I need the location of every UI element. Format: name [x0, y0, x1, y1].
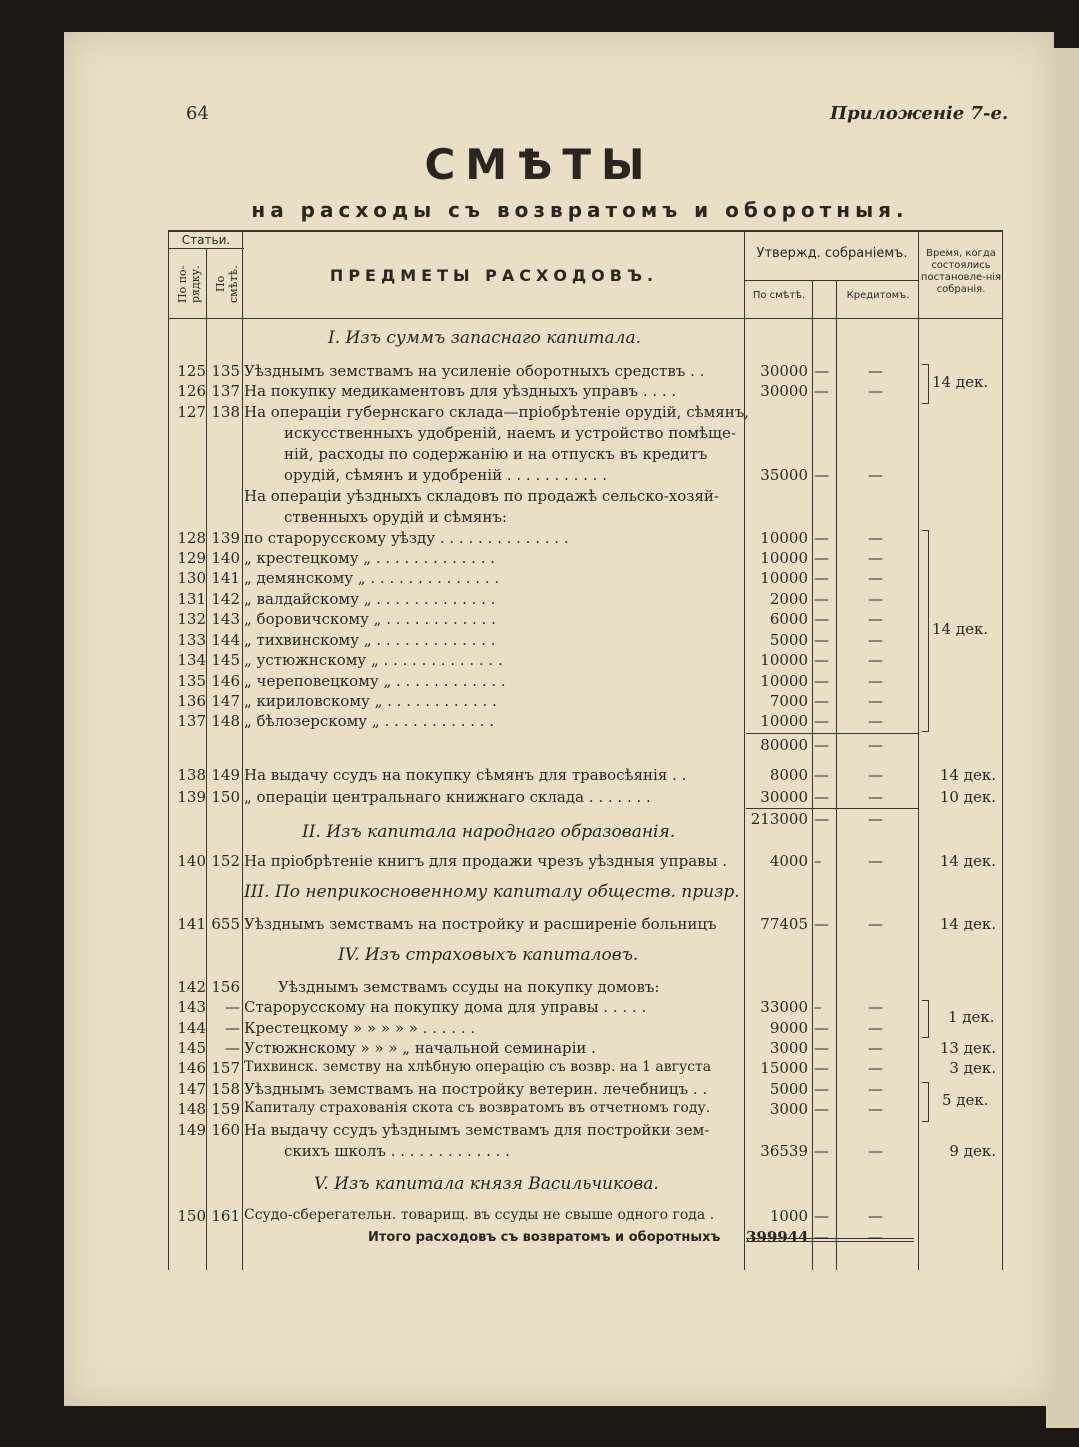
header-po-smete-col: По смѣтѣ.	[752, 290, 806, 301]
brace	[922, 364, 929, 404]
brace	[922, 1000, 929, 1038]
table-row: 125 135 Уѣзднымъ земствамъ на усиленіе оборотныхъ средствъ . . 30000 — —	[177, 362, 883, 380]
table-row: 141 655 Уѣзднымъ земствамъ на постройку и расширеніе больницъ 77405 — — 14 дек.	[177, 915, 996, 933]
table-row: 136 147 „ кириловскому „ . . . . . . . . . . . . 7000 — —	[177, 692, 883, 710]
total-row: Итого расходовъ съ возвратомъ и оборотныхъ 399944 — —	[368, 1228, 883, 1246]
section-title-5: V. Изъ капитала князя Васильчикова.	[314, 1174, 659, 1194]
appendix-label: Приложеніе 7-е.	[830, 103, 1009, 124]
table-row: 128 139 по старорусскому уѣзду . . . . . . . . . . . . . . 10000 — —	[177, 529, 883, 547]
table-row: 142 156 Уѣзднымъ земствамъ ссуды на покупку домовъ:	[177, 978, 660, 996]
table-row: 140 152 На пріобрѣтеніе книгъ для продажи чрезъ уѣздныя управы . 4000 – — 14 дек.	[177, 852, 996, 870]
total-label: Итого расходовъ съ возвратомъ и оборотныхъ	[368, 1230, 721, 1245]
subtotal-row: 213000 — —	[750, 810, 883, 828]
table-row: 145 — Устюжнскому » » » „ начальной семинаріи . 3000 — — 13 дек.	[177, 1039, 996, 1057]
table-row: 146 157 Тихвинск. земству на хлѣбную операцію съ возвр. на 1 августа 15000 — — 3 дек.	[177, 1059, 996, 1077]
header-predmety: ПРЕДМЕТЫ РАСХОДОВЪ.	[329, 266, 659, 285]
table-row: 149 160 На выдачу ссудъ уѣзднымъ земствамъ для постройки зем-	[177, 1121, 710, 1139]
header-po-poryadku: По по-рядку.	[176, 265, 202, 303]
table-row: 134 145 „ устюжнскому „ . . . . . . . . . . . . . 10000 — —	[177, 651, 883, 669]
table-row: ній, расходы по содержанію и на отпускъ въ кредитъ	[284, 445, 708, 463]
table-row: 130 141 „ демянскому „ . . . . . . . . . . . . . . 10000 — —	[177, 569, 883, 587]
table-row: 137 148 „ бѣлозерскому „ . . . . . . . . . . . . 10000 — —	[177, 712, 883, 730]
table-row: 138 149 На выдачу ссудъ на покупку сѣмянъ для травосѣянія . . 8000 — — 14 дек.	[177, 766, 996, 784]
subtotal-row: 80000 — —	[760, 736, 883, 754]
table-row: искусственныхъ удобреній, наемъ и устройство помѣще-	[284, 424, 736, 442]
brace-date-3: 1 дек.	[948, 1008, 995, 1026]
table-row: 127 138 На операціи губернскаго склада—пріобрѣтеніе орудій, сѣмянъ,	[177, 403, 750, 421]
table-row: 139 150 „ операціи центральнаго книжнаго склада . . . . . . . 30000 — — 10 дек.	[177, 788, 996, 806]
header-utverzhd: Утвержд. собраніемъ.	[756, 246, 908, 261]
table-row: 144 — Крестецкому » » » » » . . . . . . 9000 — —	[177, 1019, 883, 1037]
brace-date-4: 5 дек.	[942, 1091, 989, 1109]
section-title-1: I. Изъ суммъ запаснаго капитала.	[328, 328, 642, 348]
section-title-2: II. Изъ капитала народнаго образованія.	[302, 822, 676, 842]
total-amount: 399944	[746, 1228, 809, 1246]
table-row: На операціи уѣздныхъ складовъ по продажѣ сельско-хозяй-	[244, 487, 719, 505]
table-row: орудій, сѣмянъ и удобреній . . . . . . . . . . . 35000 — —	[284, 466, 883, 484]
table-row: 132 143 „ боровичскому „ . . . . . . . . . . . . 6000 — —	[177, 610, 883, 628]
table-row: 135 146 „ череповецкому „ . . . . . . . . . . . . 10000 — —	[177, 672, 883, 690]
table-row: скихъ школъ . . . . . . . . . . . . . 36539 — — 9 дек.	[284, 1142, 996, 1160]
header-po-smete: По смѣтѣ.	[214, 265, 240, 303]
header-kreditom: Кредитомъ.	[846, 290, 910, 301]
header-vremya: Время, когда состоялись постановле-нія собранія.	[920, 248, 1002, 295]
brace-date-1: 14 дек.	[932, 373, 989, 391]
page-title: СМѢТЫ	[424, 140, 655, 189]
table-row: 143 — Старорусскому на покупку дома для управы . . . . . 33000 – —	[177, 998, 883, 1016]
table-row: 148 159 Капиталу страхованія скота съ возвратомъ въ отчетномъ году. 3000 — —	[177, 1100, 883, 1118]
table-row: 133 144 „ тихвинскому „ . . . . . . . . . . . . . 5000 — —	[177, 631, 883, 649]
table-row: 126 137 На покупку медикаментовъ для уѣздныхъ управъ . . . . 30000 — —	[177, 382, 883, 400]
section-title-4: IV. Изъ страховыхъ капиталовъ.	[338, 945, 639, 965]
table-row: ственныхъ орудій и сѣмянъ:	[284, 508, 507, 526]
table-row: 150 161 Ссудо-сберегательн. товарищ. въ ссуды не свыше одного года . 1000 — —	[177, 1207, 883, 1225]
page-number: 64	[186, 103, 209, 124]
brace	[922, 1082, 929, 1122]
brace	[922, 530, 929, 732]
table-row: 147 158 Уѣзднымъ земствамъ на постройку ветерин. лечебницъ . . 5000 — —	[177, 1080, 883, 1098]
estimates-table	[168, 230, 1002, 1270]
table-row: 129 140 „ крестецкому „ . . . . . . . . . . . . . 10000 — —	[177, 549, 883, 567]
page-subtitle: на расходы съ возвратомъ и оборотныя.	[251, 198, 909, 222]
table-row: 131 142 „ валдайскому „ . . . . . . . . . . . . . 2000 — —	[177, 590, 883, 608]
header-statii: Статьи.	[181, 233, 231, 247]
section-title-3: III. По неприкосновенному капиталу обществ. призр.	[244, 882, 740, 902]
brace-date-2: 14 дек.	[932, 620, 989, 638]
